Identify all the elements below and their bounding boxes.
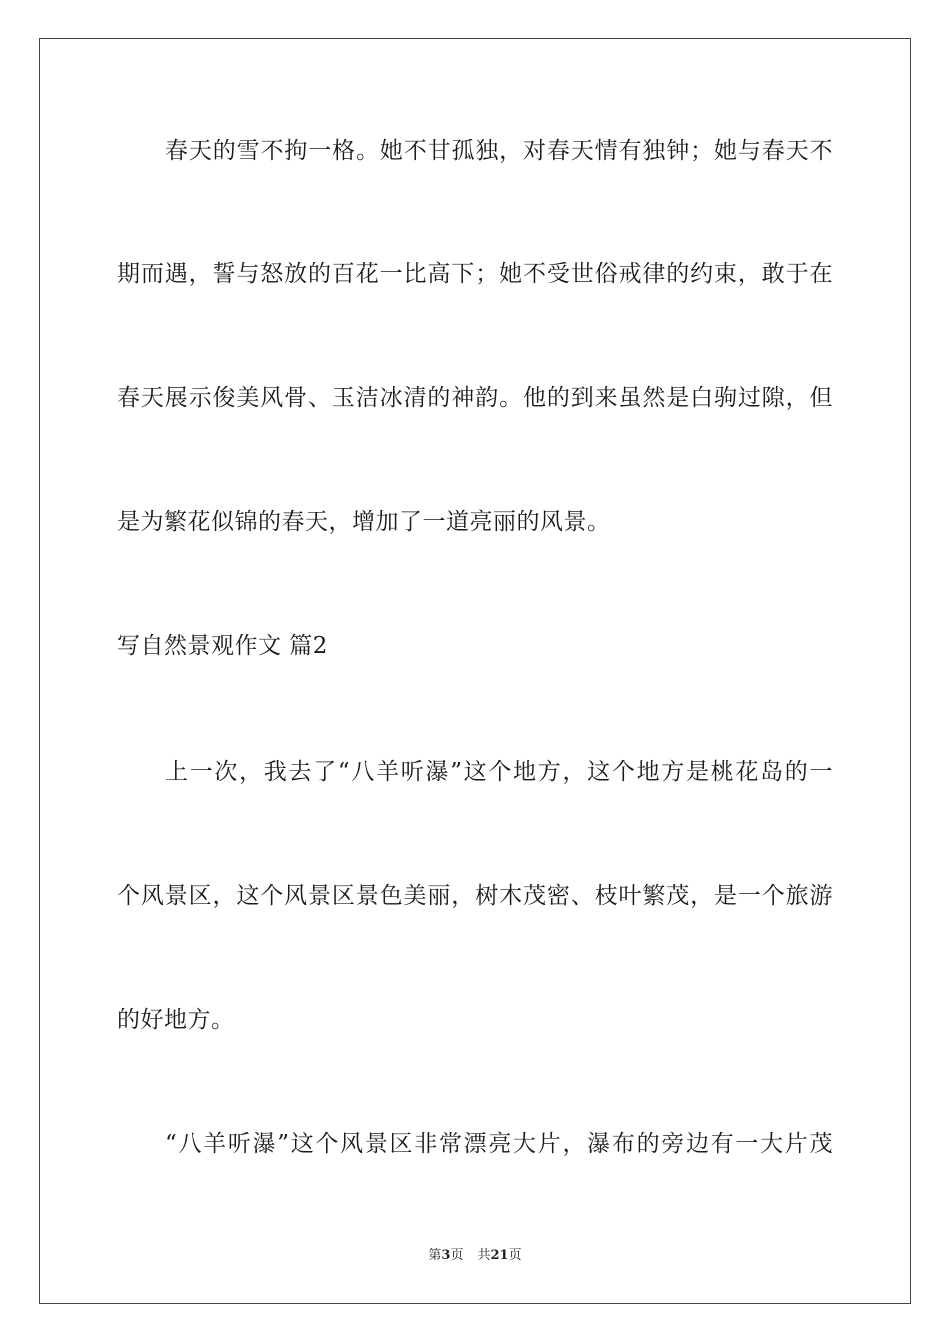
paragraph-1-line-3: 春天展示俊美风骨、玉洁冰清的神韵。他的到来虽然是白驹过隙，但 bbox=[117, 385, 833, 411]
footer-total-prefix: 共 bbox=[477, 1248, 491, 1263]
paragraph-2-line-1: 上一次，我去了“八羊听瀑”这个地方，这个地方是桃花岛的一 bbox=[165, 759, 833, 785]
section-heading: 写自然景观作文 篇2 bbox=[117, 633, 328, 659]
page-border bbox=[39, 38, 911, 1304]
paragraph-1-line-1: 春天的雪不拘一格。她不甘孤独，对春天情有独钟；她与春天不 bbox=[165, 138, 833, 164]
footer-page-suffix: 页 bbox=[450, 1248, 464, 1263]
paragraph-3-line-1: “八羊听瀑”这个风景区非常漂亮大片，瀑布的旁边有一大片茂 bbox=[165, 1131, 833, 1157]
page-footer bbox=[0, 1247, 950, 1265]
footer-total-suffix: 页 bbox=[508, 1248, 522, 1263]
footer-page-number: 3 bbox=[441, 1248, 451, 1263]
paragraph-1-line-2: 期而遇，誓与怒放的百花一比高下；她不受世俗戒律的约束，敢于在 bbox=[117, 261, 833, 287]
paragraph-2-line-2: 个风景区，这个风景区景色美丽，树木茂密、枝叶繁茂，是一个旅游 bbox=[117, 883, 833, 909]
footer-page-prefix: 第 bbox=[428, 1248, 442, 1263]
footer-total-pages: 21 bbox=[490, 1248, 509, 1263]
paragraph-1-line-4: 是为繁花似锦的春天，增加了一道亮丽的风景。 bbox=[117, 509, 611, 535]
paragraph-2-line-3: 的好地方。 bbox=[117, 1007, 235, 1033]
